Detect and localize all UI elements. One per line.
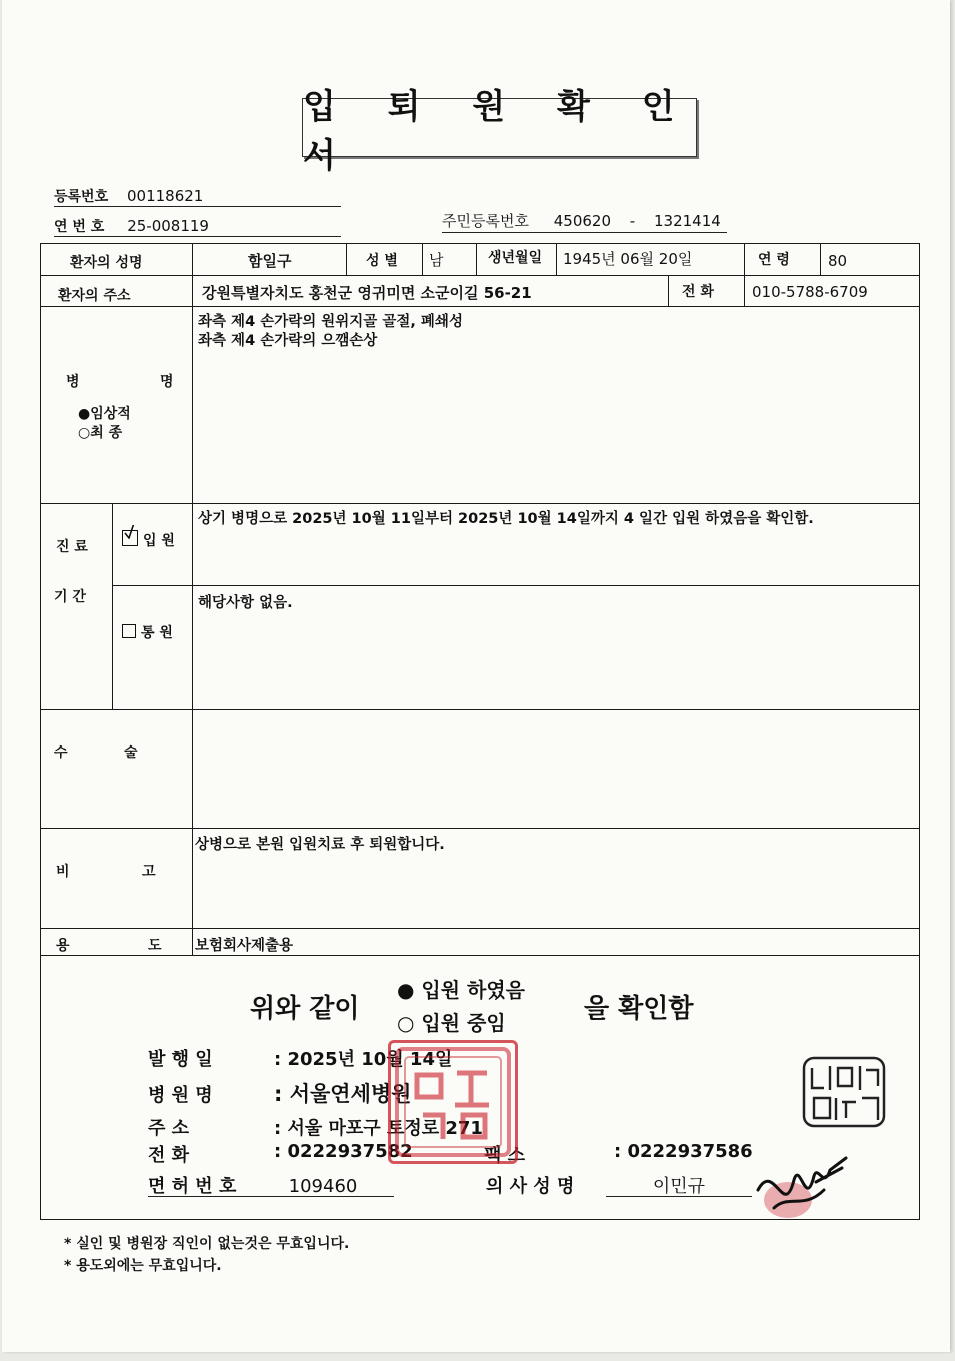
period-label-2: 기 간 [54,589,86,605]
doctor-seal [802,1056,886,1128]
issue-date: : 2025년 10월 14일 [274,1049,453,1070]
confirm-option-hospitalized: ○ 입원 중임 [397,1011,506,1035]
surgery-label-2: 술 [124,745,138,761]
doctor-seal-icon [802,1056,886,1128]
rrn-back: 1321414 [653,212,721,230]
reg-no-label: 등록번호 [54,189,109,205]
final-option: ○최 종 [78,425,123,441]
phone-value: 010-5788-6709 [752,283,868,301]
outpatient-label: 통 원 [141,625,173,641]
sex-value: 남 [429,251,444,269]
dob-value: 1945년 06월 20일 [563,250,693,268]
license-number: 109460 [288,1176,358,1197]
rrn-label: 주민등록번호 [442,212,529,230]
confirm-option-admitted: ● 입원 하였음 [397,978,525,1002]
age-label: 연 령 [758,252,790,268]
sex-label: 성 별 [366,253,398,269]
period-label-1: 진 료 [56,539,88,555]
reg-no-row [54,186,341,207]
confirm-prefix: 위와 같이 [250,994,360,1024]
hospital-phone-label: 전 화 [148,1145,190,1166]
reg-no-value: 00118621 [126,187,204,205]
rrn-front: 450620 [553,212,611,230]
usage-text: 보험회사제출용 [195,938,294,954]
document-title: 입 퇴 원 확 인 서 [302,98,697,157]
address-value: 강원특별자치도 홍천군 영귀미면 소군이길 56-21 [202,284,532,302]
usage-label-2: 도 [148,938,162,954]
serial-row [54,216,341,237]
license-row [148,1172,394,1197]
hospital-fax: : 0222937586 [614,1141,753,1162]
inpatient-label: 입 원 [143,533,175,549]
outpatient-text: 해당사항 없음. [198,595,293,611]
inpatient-checkbox [122,530,138,546]
license-label: 면 허 번 호 [148,1176,237,1197]
surgery-label-1: 수 [54,745,68,761]
check-mark-icon [123,525,137,539]
serial-label: 연 번 호 [54,219,105,235]
hospital-name: : 서울연세병원 [274,1082,412,1106]
remarks-text: 상병으로 본원 입원치료 후 퇴원합니다. [195,837,445,853]
clinical-option: ●임상적 [78,406,131,422]
patient-name-label: 환자의 성명 [70,255,143,271]
hospital-label: 병 원 명 [148,1085,213,1106]
usage-label-1: 용 [56,938,70,954]
inpatient-text: 상기 병명으로 2025년 10월 11일부터 2025년 10월 14일까지 4 일간 입원 하였음을 확인함. [198,511,814,527]
diagnosis-label-1: 병 [66,374,80,390]
rrn-dash: - [629,212,636,230]
note-2: * 용도외에는 무효입니다. [64,1258,222,1274]
serial-value: 25-008119 [127,217,209,235]
patient-name: 함일구 [248,252,292,270]
hospital-red-seal [388,1040,518,1164]
note-1: * 실인 및 병원장 직인이 없는것은 무효입니다. [64,1236,350,1252]
diagnosis-label-2: 명 [160,374,174,390]
certificate-page [2,0,950,1352]
address-label: 환자의 주소 [58,288,131,304]
rrn-row [442,210,727,233]
doctor-signature [754,1150,850,1224]
phone-label: 전 화 [682,284,714,300]
hospital-address: : 서울 마포구 토정로 271 [274,1118,483,1139]
hospital-address-label: 주 소 [148,1118,190,1139]
hospital-seal-icon [393,1045,513,1159]
remarks-label-1: 비 [56,864,70,880]
doctor-label: 의 사 성 명 [486,1176,575,1197]
age-value: 80 [828,252,848,270]
hospital-phone: : 0222937582 [274,1141,413,1162]
diagnosis-line-2: 좌측 제4 손가락의 으깸손상 [198,333,378,349]
diagnosis-line-1: 좌측 제4 손가락의 원위지골 골절, 폐쇄성 [198,314,463,330]
dob-label: 생년월일 [488,250,543,266]
signature-icon [754,1150,850,1224]
remarks-label-2: 고 [142,864,156,880]
outpatient-checkbox [122,624,136,638]
doctor-name: 이민규 [606,1172,752,1197]
issue-date-label: 발 행 일 [148,1049,213,1070]
confirm-suffix: 을 확인함 [584,994,694,1024]
hospital-fax-label: 팩 스 [484,1145,526,1166]
